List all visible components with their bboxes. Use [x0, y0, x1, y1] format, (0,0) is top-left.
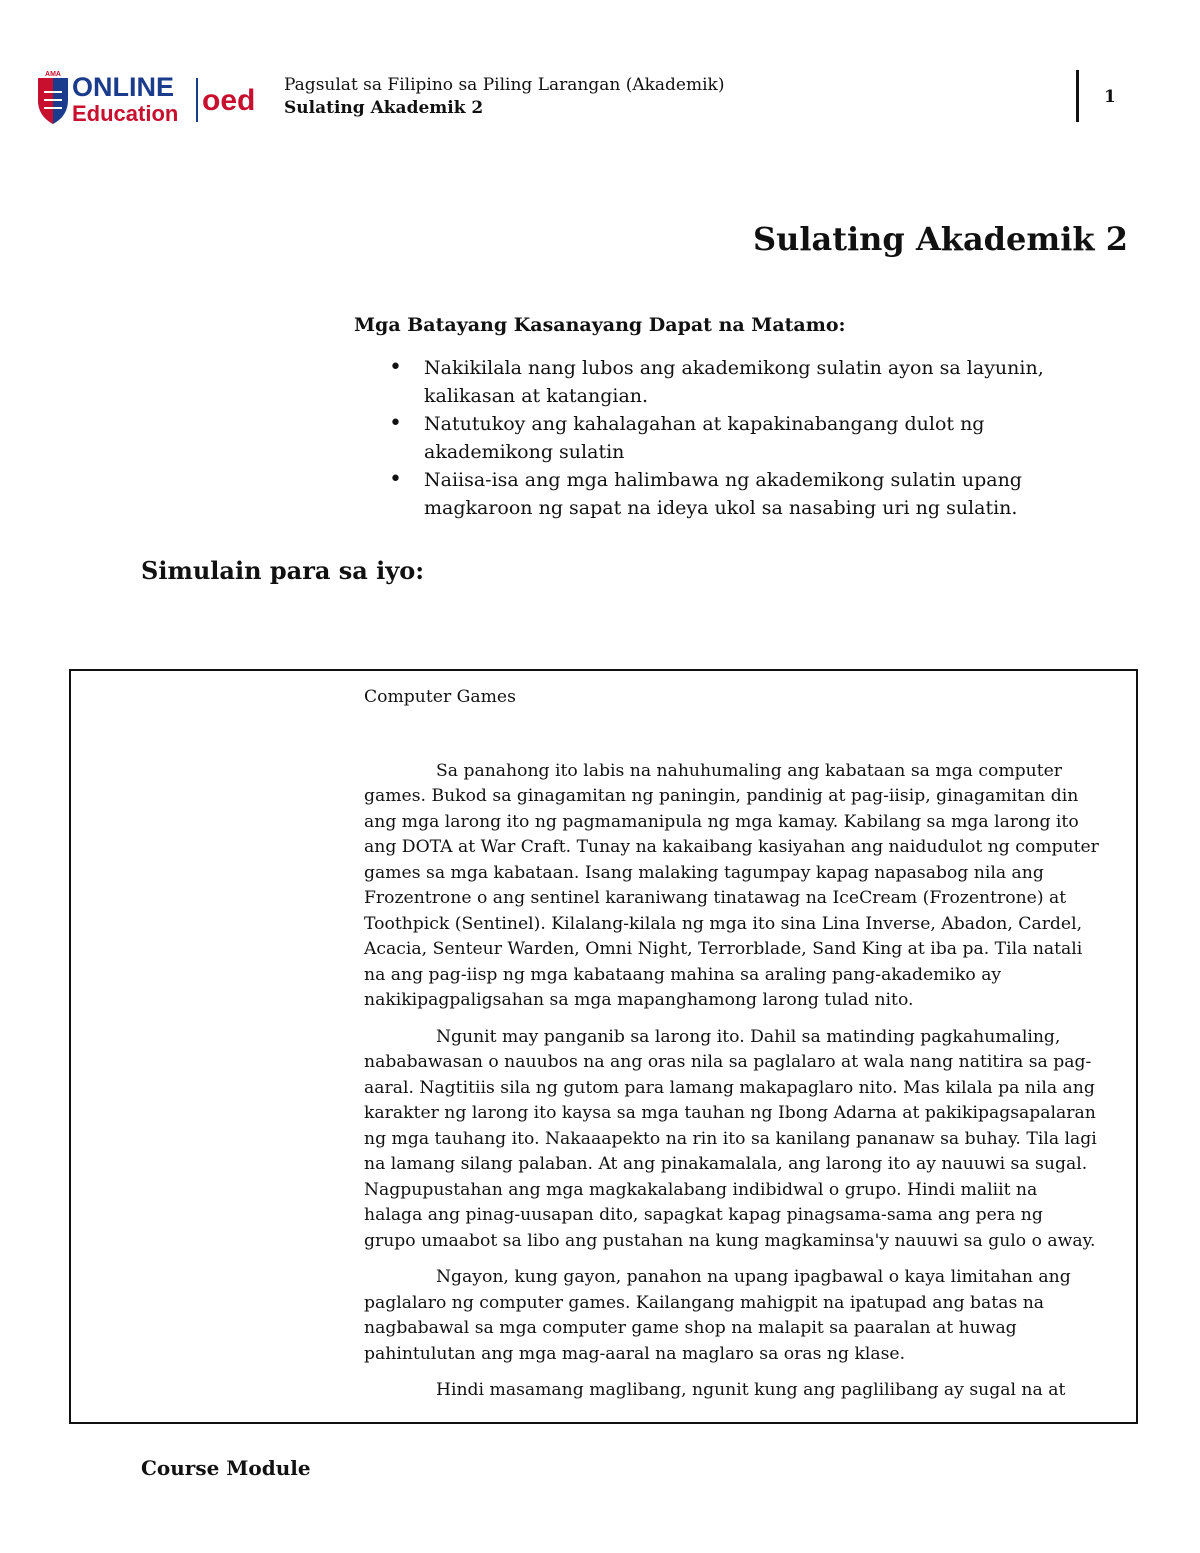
running-header	[284, 74, 724, 120]
objective-item: • Nakikilala nang lubos ang akademikong sulatin ayon sa layunin, kalikasan at katangian.	[424, 354, 1114, 410]
header-divider	[1076, 70, 1079, 122]
module-title: Sulating Akademik 2	[284, 98, 484, 118]
online-education-logo	[36, 70, 272, 126]
svg-text:AMA: AMA	[45, 71, 61, 78]
page-title: Sulating Akademik 2	[752, 220, 1128, 258]
logo-graphic	[36, 70, 272, 126]
logo-word-oed: oed	[202, 84, 256, 117]
shield-icon	[38, 71, 68, 124]
objectives-list	[424, 354, 1114, 522]
essay-box	[69, 669, 1138, 1424]
page-number: 1	[1104, 87, 1116, 107]
essay-paragraph: Sa panahong ito labis na nahuhumaling ang kabataan sa mga computer games. Bukod sa ginagamitan ng paningin, pandinig at pag-iisip, ginagamitan din ang mga larong ito ng pagmamanipula ng mga kamay. Kabilang sa mga larong ito ang DOTA at War Craft. Tunay na kakaibang kasiyahan ang naidudulot ng computer games sa mga kabataan. Isang malaking tagumpay kapag napasabog nila ang Frozentrone o ang sentinel karaniwang tinatawag na IceCream (Frozentrone) at Toothpick (Sentinel). Kilalang-kilala ng mga ito sina Lina Inverse, Abadon, Cardel, Acacia, Senteur Warden, Omni Night, Terrorblade, Sand King at iba pa. Tila natali na ang pag-iisp ng mga kabataang mahina sa araling pang-akademiko ay nakikipagpaligsahan sa mga mapanghamong larong tulad nito.	[364, 760, 1099, 1010]
objectives-heading: Mga Batayang Kasanayang Dapat na Matamo:	[354, 314, 846, 336]
objective-item: • Naiisa-isa ang mga halimbawa ng akademikong sulatin upang magkaroon ng sapat na ideya ukol sa nasabing uri ng sulatin.	[424, 466, 1114, 522]
essay-paragraph: Hindi masamang maglibang, ngunit kung ang paglilibang ay sugal na at	[436, 1380, 1066, 1400]
logo-word-education: Education	[72, 101, 179, 126]
essay-paragraph: Ngunit may panganib sa larong ito. Dahil sa matinding pagkahumaling, nababawasan o nauubos na ang oras nila sa paglalaro at wala nang natitira sa pag-aaral. Nagtitiis sila ng gutom para lamang makapaglaro nito. Mas kilala pa nila ang karakter ng larong ito kaysa sa mga tauhan ng Ibong Adarna at pakikipagsapalaran ng mga tauhang ito. Nakaaapekto na rin ito sa kanilang pananaw sa buhay. Tila lagi na lamang silang palaban. At ang pinakamalala, ang larong ito ay nauuwi sa sugal. Nagpupustahan ang mga magkakalabang indibidwal o grupo. Hindi maliit na halaga ang pinag-uusapan dito, sapagkat kapag pinagsama-sama ang pera ng grupo umaabot sa libo ang pustahan na kung magkaminsa'y nauuwi sa gulo o away.	[364, 1026, 1097, 1251]
objective-item: • Natutukoy ang kahalagahan at kapakinabangang dulot ng akademikong sulatin	[424, 410, 1114, 466]
section-heading: Simulain para sa iyo:	[141, 556, 425, 585]
logo-word-online: ONLINE	[72, 72, 175, 102]
footer-label: Course Module	[141, 1456, 311, 1480]
course-title: Pagsulat sa Filipino sa Piling Larangan (Akademik)	[284, 75, 725, 95]
essay-paragraph: Ngayon, kung gayon, panahon na upang ipagbawal o kaya limitahan ang paglalaro ng computer games. Kailangang mahigpit na ipatupad ang batas na nagbabawal sa mga computer game shop na malapit sa paaralan at huwag pahintulutan ang mga mag-aaral na maglaro sa oras ng klase.	[364, 1267, 1071, 1364]
logo-divider	[196, 78, 198, 122]
essay-content	[364, 685, 1099, 1415]
essay-title: Computer Games	[364, 687, 516, 707]
